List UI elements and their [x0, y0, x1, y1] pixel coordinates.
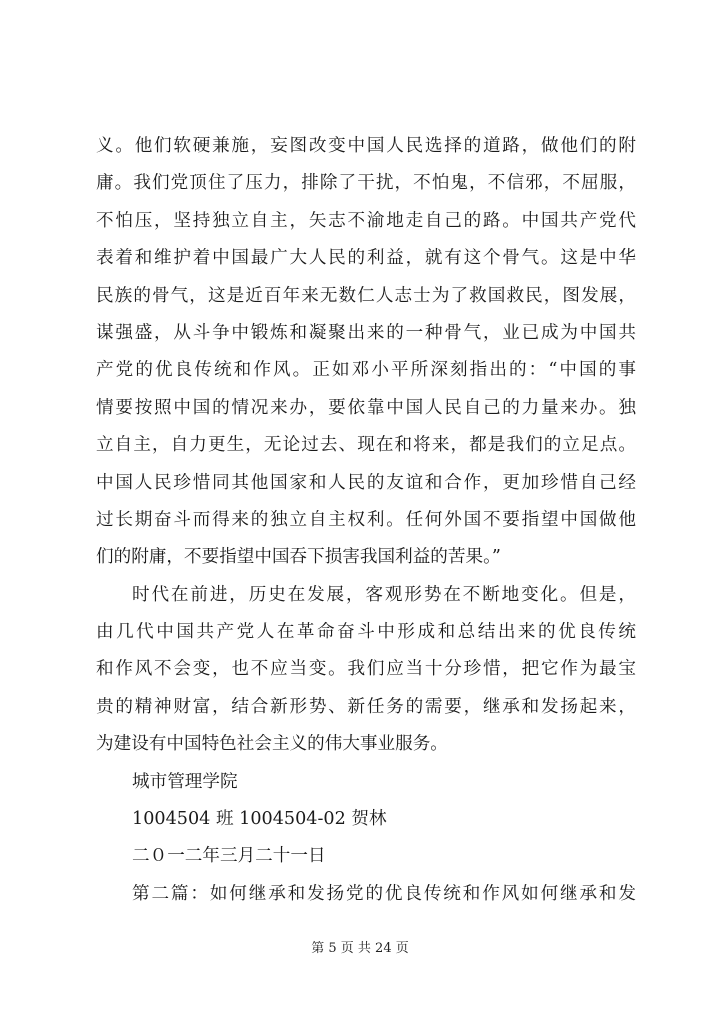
text-line: 不怕压，坚持独立自主，矢志不渝地走自己的路。中国共产党代 [96, 210, 636, 231]
text-line: 民族的骨气，这是近百年来无数仁人志士为了救国救民，图发展， [96, 285, 636, 306]
document-body [96, 128, 636, 913]
text-line: 义。他们软硬兼施，妄图改变中国人民选择的道路，做他们的附 [96, 136, 636, 156]
text-line: 表着和维护着中国最广大人民的利益，就有这个骨气。这是中华 [96, 248, 636, 269]
college-name: 城市管理学院 [132, 771, 238, 792]
text-line: 庸。我们党顶住了压力，排除了干扰，不怕鬼，不信邪，不屈服， [96, 173, 636, 194]
text-line: 贵的精神财富，结合新形势、新任务的需要，继承和发扬起来， [96, 696, 636, 717]
page-footer: 第 5 页 共 24 页 [311, 941, 409, 956]
text-line: 立自主，自力更生，无论过去、现在和将来，都是我们的立足点。 [96, 435, 636, 456]
text-line: 谋强盛，从斗争中锻炼和凝聚出来的一种骨气，业已成为中国共 [96, 322, 636, 343]
text-line: 和作风不会变，也不应当变。我们应当十分珍惜，把它作为最宝 [96, 659, 636, 680]
class-and-author: 1004504 班 1004504-02 贺林 [132, 809, 387, 830]
text-line: 情要按照中国的情况来办，要依靠中国人民自己的力量来办。独 [96, 397, 636, 418]
text-line: 为建设有中国特色社会主义的伟大事业服务。 [96, 734, 448, 755]
text-line: 们的附庸，不要指望中国吞下损害我国利益的苦果。” [96, 547, 501, 568]
text-line: 产党的优良传统和作风。正如邓小平所深刻指出的：“中国的事 [96, 360, 636, 381]
document-date: 二０一二年三月二十一日 [132, 846, 326, 867]
paragraph-start-line: 时代在前进，历史在发展，客观形势在不断地变化。但是， [132, 584, 636, 605]
text-line: 由几代中国共产党人在革命奋斗中形成和总结出来的优良传统 [96, 622, 636, 643]
section-heading-line: 第二篇：如何继承和发扬党的优良传统和作风如何继承和发 [132, 883, 636, 904]
text-line: 过长期奋斗而得来的独立自主权利。任何外国不要指望中国做他 [96, 509, 636, 530]
text-line: 中国人民珍惜同其他国家和人民的友谊和合作，更加珍惜自己经 [96, 472, 636, 493]
